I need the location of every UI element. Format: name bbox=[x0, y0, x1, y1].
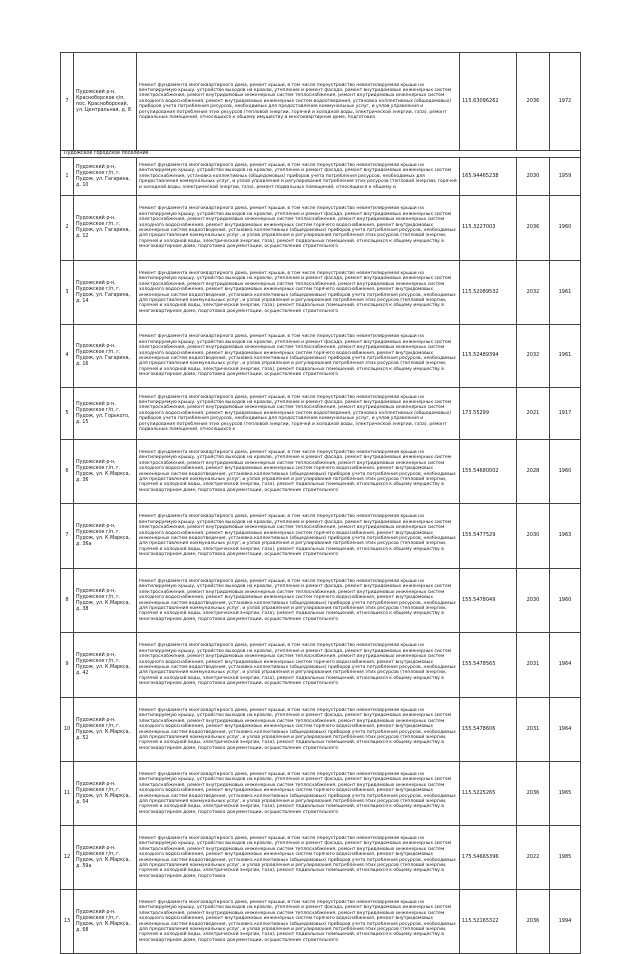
build-year-cell: 1963 bbox=[550, 504, 581, 569]
cost-cell: 155.5478606 bbox=[460, 698, 517, 762]
cost-cell: 115.63096262 bbox=[460, 53, 517, 151]
table-row bbox=[61, 158, 581, 196]
works-text: Ремонт фундамента многоквартирного дома, ремонт крыши, в том числе переустройство невентилируемой крыши на вентилируемую крышу, устройство выходов на кровлю, утепление и ремонт фасада, ремонт внутридомовых инженерных систем электроснабжения, ремонт внутридомовых инженерных систем теплоснабжения, ремонт внутридомовых инженерных систем холодного водоснабжения, ремонт внутридомовых инженерных систем горячего водоснабжения, ремонт внутридомовых инженерных систем водоотведения, установка коллективных (общедомовых) приборов учета потребления ресурсов, необходимых для предоставления коммунальных услуг, и узлов управления и регулирования потребления этих ресурсов (тепловой энергии, горячей и холодной воды, электрической энергии, газа), ремонт подвальных помещений, относящихся к общему имуществу в многоквартирном доме, подготовка документации, осуществление строительного bbox=[139, 514, 456, 558]
repair-year-cell: 2028 bbox=[517, 440, 550, 504]
build-year-cell: 1960 bbox=[550, 440, 581, 504]
row-number: 3 bbox=[61, 261, 74, 325]
cost-cell: 115.5225265 bbox=[460, 762, 517, 826]
works-cell bbox=[137, 158, 460, 196]
address-cell: Пудожский р-н, Пудожское г/п, г. Пудож, ул. К.Маркса, д. 36 bbox=[74, 440, 137, 504]
build-year-cell: 1959 bbox=[550, 158, 581, 196]
works-text: Ремонт фундамента многоквартирного дома, ремонт крыши, в том числе переустройство невентилируемой крыши на вентилируемую крышу, устройство выходов на кровлю, утепление и ремонт фасада, ремонт внутридомовых инженерных систем электроснабжения, ремонт внутридомовых инженерных систем теплоснабжения, ремонт внутридомовых инженерных систем холодного водоснабжения, ремонт внутридомовых инженерных систем горячего водоснабжения, ремонт внутридомовых инженерных систем водоотведения, установка коллективных (общедомовых) приборов учета потребления ресурсов, необходимых для предоставления коммунальных услуг, и узлов управления и регулирования потребления этих ресурсов (тепловой энергии, горячей и холодной воды, электрической энергии, газа), ремонт подвальных помещений, относящихся к общему имуществу в многоквартирном доме, подготовка документации, осуществление строительного bbox=[139, 771, 456, 815]
table-body bbox=[61, 53, 581, 954]
cost-cell: 115.52489394 bbox=[460, 325, 517, 388]
table-row bbox=[61, 196, 581, 261]
table-row bbox=[61, 261, 581, 325]
repair-year-cell: 2030 bbox=[517, 158, 550, 196]
address-cell: Пудожский р-н, Пудожское г/п, г. Пудож, ул. К.Маркса, д. 68 bbox=[74, 890, 137, 954]
repair-year-cell: 2036 bbox=[517, 196, 550, 261]
build-year-cell: 1964 bbox=[550, 698, 581, 762]
address-cell: Пудожский р-н, Пудожское г/п, г. Пудож, ул. Горького, д. 15 bbox=[74, 388, 137, 440]
works-text: Ремонт фундамента многоквартирного дома, ремонт крыши, в том числе переустройство невентилируемой крыши на вентилируемую крышу, устройство выходов на кровлю, утепление и ремонт фасада, ремонт внутридомовых инженерных систем электроснабжения, ремонт внутридомовых инженерных систем теплоснабжения, ремонт внутридомовых инженерных систем холодного водоснабжения, ремонт внутридомовых инженерных систем горячего водоснабжения, ремонт внутридомовых инженерных систем водоотведения, установка коллективных (общедомовых) приборов учета потребления ресурсов, необходимых для предоставления коммунальных услуг, и узлов управления и регулирования потребления этих ресурсов (тепловой энергии, горячей и холодной воды, электрической энергии, газа), ремонт подвальных помещений, относящихся к общему имуществу в многоквартирном доме, подготовка документации, осуществление строительного bbox=[139, 578, 456, 622]
address-cell: Пудожский р-н, Пудожское г/п, г. Пудож, ул. К.Маркса, д. 59а bbox=[74, 826, 137, 890]
cost-cell: 115.52165322 bbox=[460, 890, 517, 954]
repair-year-cell: 2031 bbox=[517, 633, 550, 698]
cost-cell: 155.5478049 bbox=[460, 569, 517, 633]
address-cell: Пудожский р-н, Пудожское г/п, г. Пудож, ул. К.Маркса, д. 36а bbox=[74, 504, 137, 569]
works-text: Ремонт фундамента многоквартирного дома, ремонт крыши, в том числе переустройство невентилируемой крыши на вентилируемую крышу, устройство выходов на кровлю, утепление и ремонт фасада, ремонт внутридомовых инженерных систем электроснабжения, установка коллективных (общедомовых) приборов учета потребления ресурсов, необходимых для предоставления коммунальных услуг, и узлов управления и регулирования потребления этих ресурсов (тепловой энергии, горячей и холодной воды, электрической энергии, газа), ремонт подвальных помещений, относящихся к общему и bbox=[139, 162, 457, 190]
works-text: Ремонт фундамента многоквартирного дома, ремонт крыши, в том числе переустройство невентилируемой крыши на вентилируемую крышу, устройство выходов на кровлю, утепление и ремонт фасада, ремонт внутридомовых инженерных систем электроснабжения, ремонт внутридомовых инженерных систем теплоснабжения, ремонт внутридомовых инженерных систем холодного водоснабжения, ремонт внутридомовых инженерных систем горячего водоснабжения, ремонт внутридомовых инженерных систем водоотведения, установка коллективных (общедомовых) приборов учета потребления ресурсов, необходимых для предоставления коммунальных услуг, и узлов управления и регулирования потребления этих ресурсов (тепловой энергии, горячей и холодной воды, электрической энергии, газа), ремонт подвальных помещений, относящихся к общему имуществу в многоквартирном доме, подготовка bbox=[139, 835, 456, 879]
build-year-cell: 1994 bbox=[550, 890, 581, 954]
table-row bbox=[61, 633, 581, 698]
works-cell bbox=[137, 261, 460, 325]
row-number: 13 bbox=[61, 890, 74, 954]
works-cell bbox=[137, 325, 460, 388]
repair-year-cell: 2032 bbox=[517, 325, 550, 388]
row-number: 8 bbox=[61, 569, 74, 633]
row-number: 7 bbox=[61, 504, 74, 569]
build-year-cell: 1964 bbox=[550, 633, 581, 698]
cost-cell: 155.5477529 bbox=[460, 504, 517, 569]
works-text: Ремонт фундамента многоквартирного дома, ремонт крыши, в том числе переустройство невентилируемой крыши на вентилируемую крышу, устройство выходов на кровлю, утепление и ремонт фасада, ремонт внутридомовых инженерных систем электроснабжения, ремонт внутридомовых инженерных систем теплоснабжения, ремонт внутридомовых инженерных систем холодного водоснабжения, ремонт внутридомовых инженерных систем горячего водоснабжения, ремонт внутридомовых инженерных систем водоотведения, установка коллективных (общедомовых) приборов учета потребления ресурсов, необходимых для предоставления коммунальных услуг, и узлов управления и регулирования потребления этих ресурсов (тепловой энергии, горячей и холодной воды, электрической энергии, газа), ремонт подвальных помещений, относящихся к общему имуществу в многоквартирном доме, подготовка документации, осуществление строительного bbox=[139, 334, 456, 378]
build-year-cell: 1972 bbox=[550, 53, 581, 151]
cost-cell: 165.94465238 bbox=[460, 158, 517, 196]
address-cell: Пудожский р-н, Пудожское г/п, г. Пудож, ул. Гагарина, д. 14 bbox=[74, 261, 137, 325]
repair-year-cell: 2030 bbox=[517, 569, 550, 633]
row-number: 5 bbox=[61, 388, 74, 440]
row-number: 11 bbox=[61, 762, 74, 826]
table-row bbox=[61, 569, 581, 633]
repair-year-cell: 2030 bbox=[517, 504, 550, 569]
works-cell bbox=[137, 440, 460, 504]
row-number: 2 bbox=[61, 196, 74, 261]
works-cell bbox=[137, 698, 460, 762]
works-cell bbox=[137, 826, 460, 890]
address-cell: Пудожский р-н, Пудожское г/п, г. Пудож, ул. К.Маркса, д. 38 bbox=[74, 569, 137, 633]
cost-cell: 155.5478565 bbox=[460, 633, 517, 698]
row-number: 1 bbox=[61, 158, 74, 196]
build-year-cell: 1961 bbox=[550, 261, 581, 325]
build-year-cell: 1917 bbox=[550, 388, 581, 440]
build-year-cell: 1985 bbox=[550, 826, 581, 890]
repair-year-cell: 2022 bbox=[517, 826, 550, 890]
address-cell: Пудожский р-н, Пудожское г/п, г. Пудож, ул. Гагарина, д. 12 bbox=[74, 196, 137, 261]
build-year-cell: 1960 bbox=[550, 569, 581, 633]
address-cell: Пудожский р-н, Пудожское г/п, г. Пудож, ул. К.Маркса, д. 42 bbox=[74, 633, 137, 698]
repair-year-cell: 2031 bbox=[517, 698, 550, 762]
repair-year-cell: 2021 bbox=[517, 388, 550, 440]
row-number: 7 bbox=[61, 53, 74, 151]
works-cell bbox=[137, 196, 460, 261]
works-text: Ремонт фундамента многоквартирного дома, ремонт крыши, в том числе переустройство невентилируемой крыши на вентилируемую крышу, устройство выходов на кровлю, утепление и ремонт фасада, ремонт внутридомовых инженерных систем электроснабжения, ремонт внутридомовых инженерных систем теплоснабжения, ремонт внутридомовых инженерных систем холодного водоснабжения, ремонт внутридомовых инженерных систем горячего водоснабжения, ремонт внутридомовых инженерных систем водоотведения, установка коллективных (общедомовых) приборов учета потребления ресурсов, необходимых для предоставления коммунальных услуг, и узлов управления и регулирования потребления этих ресурсов (тепловой энергии, горячей и холодной воды, электрической энергии, газа), ремонт подвальных помещений, относящихся к общему имуществу в многоквартирном доме, подготовка документации, осуществление строительного bbox=[139, 270, 456, 314]
capital-repair-table bbox=[60, 52, 581, 954]
build-year-cell: 1965 bbox=[550, 762, 581, 826]
cost-cell: 155.54680002 bbox=[460, 440, 517, 504]
repair-year-cell: 2036 bbox=[517, 890, 550, 954]
build-year-cell: 1961 bbox=[550, 325, 581, 388]
table-row bbox=[61, 53, 581, 151]
works-cell bbox=[137, 388, 460, 440]
row-number: 6 bbox=[61, 440, 74, 504]
section-header-row bbox=[61, 151, 581, 158]
works-cell bbox=[137, 633, 460, 698]
works-cell bbox=[137, 504, 460, 569]
cost-cell: 175.54665396 bbox=[460, 826, 517, 890]
works-text: Ремонт фундамента многоквартирного дома, ремонт крыши, в том числе переустройство невентилируемой крыши на вентилируемую крышу, устройство выходов на кровлю, утепление и ремонт фасада, ремонт внутридомовых инженерных систем электроснабжения, ремонт внутридомовых инженерных систем теплоснабжения, ремонт внутридомовых инженерных систем холодного водоснабжения, ремонт внутридомовых инженерных систем горячего водоснабжения, ремонт внутридомовых инженерных систем водоотведения, установка коллективных (общедомовых) приборов учета потребления ресурсов, необходимых для предоставления коммунальных услуг, и узлов управления и регулирования потребления этих ресурсов (тепловой энергии, горячей и холодной воды, электрической энергии, газа), ремонт подвальных помещений, относящихся к общему имуществу в многоквартирном доме, подготовка документации, осуществление строительного bbox=[139, 449, 456, 493]
table-row bbox=[61, 388, 581, 440]
address-cell: Пудожский р-н, Пудожское г/п, г. Пудож, ул. К.Маркса, д. 54 bbox=[74, 762, 137, 826]
table-row bbox=[61, 440, 581, 504]
table-row bbox=[61, 762, 581, 826]
repair-year-cell: 2036 bbox=[517, 53, 550, 151]
address-cell: Пудожский р-н, Красноборское с/п, пос. Красноборский, ул. Центральная, д. 8 bbox=[74, 53, 137, 151]
works-cell bbox=[137, 53, 460, 151]
repair-year-cell: 2036 bbox=[517, 762, 550, 826]
table-row bbox=[61, 325, 581, 388]
row-number: 4 bbox=[61, 325, 74, 388]
works-text: Ремонт фундамента многоквартирного дома, ремонт крыши, в том числе переустройство невентилируемой крыши на вентилируемую крышу, устройство выходов на кровлю, утепление и ремонт фасада, ремонт внутридомовых инженерных систем электроснабжения, ремонт внутридомовых инженерных систем теплоснабжения, ремонт внутридомовых инженерных систем холодного водоснабжения, ремонт внутридомовых инженерных систем горячего водоснабжения, ремонт внутридомовых инженерных систем водоотведения, установка коллективных (общедомовых) приборов учета потребления ресурсов, необходимых для предоставления коммунальных услуг, и узлов управления и регулирования потребления этих ресурсов (тепловой энергии, горячей и холодной воды, электрической энергии, газа), ремонт подвальных помещений, относящихся к общему имуществу в многоквартирном доме, подготовка документации, осуществление строительного bbox=[139, 899, 456, 943]
table-row bbox=[61, 890, 581, 954]
section-title: Пудожское городское поселение bbox=[61, 151, 581, 158]
table-row bbox=[61, 826, 581, 890]
address-cell: Пудожский р-н, Пудожское г/п, г. Пудож, ул. Гагарина, д. 10 bbox=[74, 158, 137, 196]
works-text: Ремонт фундамента многоквартирного дома, ремонт крыши, в том числе переустройство невентилируемой крыши на вентилируемую крышу, устройство выходов на кровлю, утепление и ремонт фасада, ремонт внутридомовых инженерных систем электроснабжения, ремонт внутридомовых инженерных систем теплоснабжения, ремонт внутридомовых инженерных систем холодного водоснабжения, ремонт внутридомовых инженерных систем водоотведения, установка коллективных (общедомовых) приборов учета потребления ресурсов, необходимых для предоставления коммунальных услуг, и узлов управления и регулирования потребления этих ресурсов (тепловой энергии, горячей и холодной воды, электрической энергии, газа), ремонт подвальных помещений, относящихся к bbox=[139, 394, 452, 433]
row-number: 10 bbox=[61, 698, 74, 762]
address-cell: Пудожский р-н, Пудожское г/п, г. Пудож, ул. Гагарина, д. 16 bbox=[74, 325, 137, 388]
works-cell bbox=[137, 890, 460, 954]
works-cell bbox=[137, 762, 460, 826]
repair-year-cell: 2032 bbox=[517, 261, 550, 325]
works-cell bbox=[137, 569, 460, 633]
cost-cell: 115.3227003 bbox=[460, 196, 517, 261]
works-text: Ремонт фундамента многоквартирного дома, ремонт крыши, в том числе переустройство невентилируемой крыши на вентилируемую крышу, устройство выходов на кровлю, утепление и ремонт фасада, ремонт внутридомовых инженерных систем электроснабжения, ремонт внутридомовых инженерных систем теплоснабжения, ремонт внутридомовых инженерных систем холодного водоснабжения, ремонт внутридомовых инженерных систем горячего водоснабжения, ремонт внутридомовых инженерных систем водоотведения, установка коллективных (общедомовых) приборов учета потребления ресурсов, необходимых для предоставления коммунальных услуг, и узлов управления и регулирования потребления этих ресурсов (тепловой энергии, горячей и холодной воды, электрической энергии, газа), ремонт подвальных помещений, относящихся к общему имуществу в многоквартирном доме, подготовка документации, осуществление строительного bbox=[139, 707, 456, 751]
row-number: 12 bbox=[61, 826, 74, 890]
row-number: 9 bbox=[61, 633, 74, 698]
works-text: Ремонт фундамента многоквартирного дома, ремонт крыши, в том числе переустройство невентилируемой крыши на вентилируемую крышу, устройство выходов на кровлю, утепление и ремонт фасада, ремонт внутридомовых инженерных систем электроснабжения, ремонт внутридомовых инженерных систем теплоснабжения, ремонт внутридомовых инженерных систем холодного водоснабжения, ремонт внутридомовых инженерных систем горячего водоснабжения, ремонт внутридомовых инженерных систем водоотведения, установка коллективных (общедомовых) приборов учета потребления ресурсов, необходимых для предоставления коммунальных услуг, и узлов управления и регулирования потребления этих ресурсов (тепловой энергии, горячей и холодной воды, электрической энергии, газа), ремонт подвальных помещений, относящихся к общему имуществу в многоквартирном доме, подготовка документации, осуществление строительного bbox=[139, 206, 456, 250]
address-cell: Пудожский р-н, Пудожское г/п, г. Пудож, ул. К.Маркса, д. 52 bbox=[74, 698, 137, 762]
works-text: Ремонт фундамента многоквартирного дома, ремонт крыши, в том числе переустройство невентилируемой крыши на вентилируемую крышу, устройство выходов на кровлю, утепление и ремонт фасада, ремонт внутридомовых инженерных систем электроснабжения, ремонт внутридомовых инженерных систем теплоснабжения, ремонт внутридомовых инженерных систем холодного водоснабжения, ремонт внутридомовых инженерных систем водоотведения, установка коллективных (общедомовых) приборов учета потребления ресурсов, необходимых для предоставления коммунальных услуг, и узлов управления и регулирования потребления этих ресурсов (тепловой энергии, горячей и холодной воды, электрической энергии, газа), ремонт подвальных помещений, относящихся к общему имуществу в многоквартирном доме, подготовка bbox=[139, 82, 452, 121]
build-year-cell: 1960 bbox=[550, 196, 581, 261]
cost-cell: 173.55299 bbox=[460, 388, 517, 440]
cost-cell: 115.52089532 bbox=[460, 261, 517, 325]
table-row bbox=[61, 504, 581, 569]
table-row bbox=[61, 698, 581, 762]
works-text: Ремонт фундамента многоквартирного дома, ремонт крыши, в том числе переустройство невентилируемой крыши на вентилируемую крышу, устройство выходов на кровлю, утепление и ремонт фасада, ремонт внутридомовых инженерных систем электроснабжения, ремонт внутридомовых инженерных систем теплоснабжения, ремонт внутридомовых инженерных систем холодного водоснабжения, ремонт внутридомовых инженерных систем горячего водоснабжения, ремонт внутридомовых инженерных систем водоотведения, установка коллективных (общедомовых) приборов учета потребления ресурсов, необходимых для предоставления коммунальных услуг, и узлов управления и регулирования потребления этих ресурсов (тепловой энергии, горячей и холодной воды, электрической энергии, газа), ремонт подвальных помещений, относящихся к общему имуществу в многоквартирном доме, подготовка документации, осуществление строительного bbox=[139, 643, 456, 687]
